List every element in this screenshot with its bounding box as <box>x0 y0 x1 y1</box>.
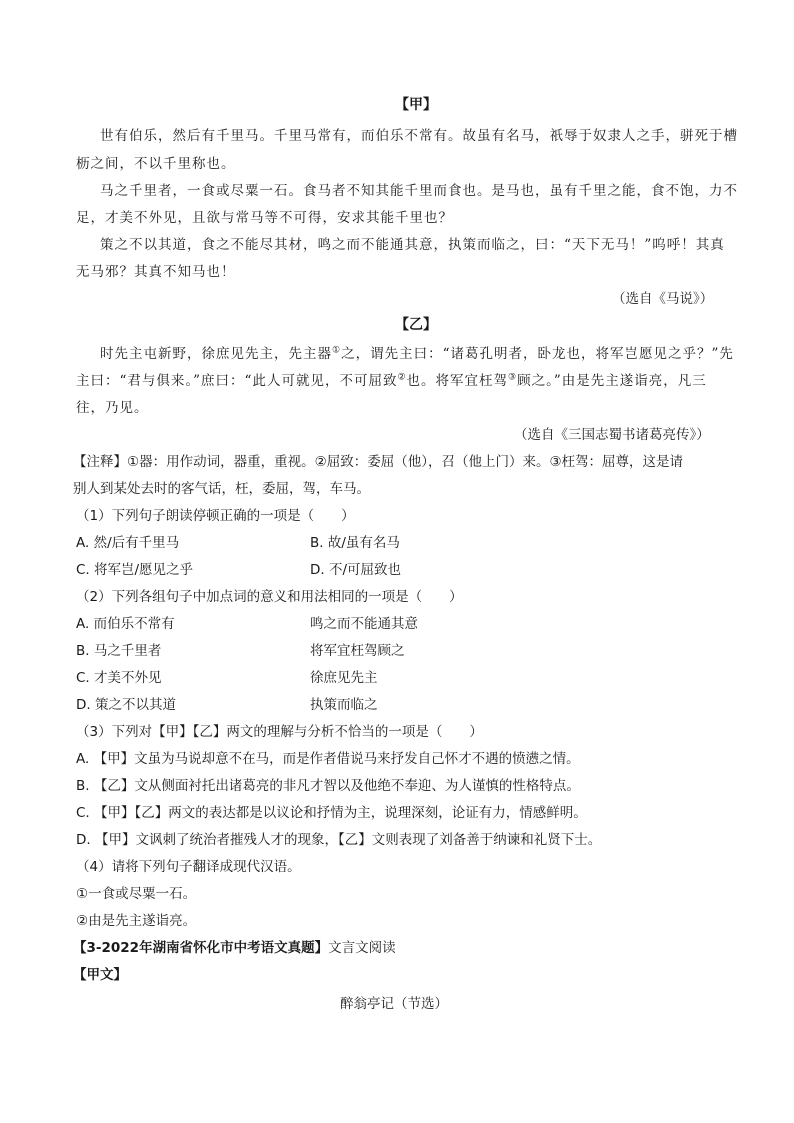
q3-option-b: B. 【乙】文从侧面衬托出诸葛亮的非凡才智以及他绝不奉迎、为人谨慎的性格特点。 <box>76 778 580 794</box>
jia-p1-line1: 世有伯乐，然后有千里马。千里马常有，而伯乐不常有。故虽有名马，祇辱于奴隶人之手，骈死于槽 <box>100 128 738 144</box>
jia-p2-line2: 足，才美不外见，且欲与常马等不可得，安求其能千里也？ <box>76 210 453 226</box>
q3-stem: （3）下列对【甲】【乙】两文的理解与分析不恰当的一项是（ ） <box>76 724 483 740</box>
q4-stem: （4）请将下列句子翻译成现代汉语。 <box>76 859 301 875</box>
jia-p3-line1: 策之不以其道，食之不能尽其材，鸣之而不能通其意，执策而临之，曰：“天下无马！”呜呼！其真 <box>100 237 725 253</box>
jia-label: 【甲】 <box>395 97 437 113</box>
next-passage-title: 醉翁亭记（节选） <box>340 996 448 1012</box>
next-section-heading: 【3-2022年湖南省怀化市中考语文真题】文言文阅读 <box>73 940 396 956</box>
q3-option-c: C. 【甲】【乙】两文的表达都是以议论和抒情为主，说理深刻，论证有力，情感鲜明。 <box>76 805 587 821</box>
q2-option-a-right: 鸣之而不能通其意 <box>310 616 418 632</box>
q4-sentence-1: ①一食或尽粟一石。 <box>76 886 197 902</box>
q2-option-b-right: 将军宜枉驾顾之 <box>310 643 405 659</box>
q2-option-c-right: 徐庶见先主 <box>310 670 378 686</box>
jia-source: （选自《马说》） <box>612 291 714 307</box>
jia-p1-line2: 枥之间，不以千里称也。 <box>76 156 236 172</box>
jiawen-label: 【甲文】 <box>73 967 127 983</box>
yi-source: （选自《三国志蜀书诸葛亮传》） <box>514 427 710 443</box>
q1-option-a: A. 然/后有千里马 <box>76 535 180 551</box>
q2-option-d-left: D. 策之不以其道 <box>76 697 176 713</box>
q2-option-d-right: 执策而临之 <box>310 697 378 713</box>
q1-option-c: C. 将军岂/愿见之乎 <box>76 562 194 578</box>
q2-stem: （2）下列各组句子中加点词的意义和用法相同的一项是（ ） <box>76 589 463 605</box>
yi-line2: 主曰：“君与俱来。”庶曰：“此人可就见，不可屈致②也。将军宜枉驾③顾之。”由是先主遂诣亮，凡三 <box>76 372 707 389</box>
yi-line3: 往，乃见。 <box>76 400 149 416</box>
yi-line1: 时先主屯新野，徐庶见先主，先主器①之，谓先主曰：“诸葛孔明者，卧龙也，将军岂愿见之乎？”先 <box>100 345 734 362</box>
q2-option-c-left: C. 才美不外见 <box>76 670 162 686</box>
note-mark-2: ② <box>397 372 407 383</box>
q1-stem: （1）下列句子朗读停顿正确的一项是（ ） <box>76 508 355 524</box>
q3-option-a: A. 【甲】文虽为马说却意不在马，而是作者借说马来抒发自己怀才不遇的愤懑之情。 <box>76 751 580 767</box>
q4-sentence-2: ②由是先主遂诣亮。 <box>76 913 197 929</box>
q2-option-b-left: B. 马之千里者 <box>76 643 162 659</box>
q3-option-d: D. 【甲】文讽刺了统治者摧残人才的现象，【乙】文则表现了刘备善于纳谏和礼贤下士。 <box>76 832 602 848</box>
note-mark-3: ③ <box>508 372 518 383</box>
jia-p3-line2: 无马邪？其真不知马也！ <box>76 264 236 280</box>
yi-label: 【乙】 <box>395 317 437 333</box>
notes-line2: 别人到某处去时的客气话，枉，委屈，驾，车马。 <box>73 481 370 497</box>
notes-line1: 【注释】①器：用作动词，器重，重视。②屈致：委屈（他），召（他上门）来。③枉驾：屈尊，这是请 <box>73 454 684 470</box>
q2-option-a-left: A. 而伯乐不常有 <box>76 616 175 632</box>
q1-option-b: B. 故/虽有名马 <box>310 535 400 551</box>
q1-option-d: D. 不/可屈致也 <box>310 562 402 578</box>
note-mark-1: ① <box>332 345 342 356</box>
jia-p2-line1: 马之千里者，一食或尽粟一石。食马者不知其能千里而食也。是马也，虽有千里之能，食不饱，力不 <box>100 183 738 199</box>
